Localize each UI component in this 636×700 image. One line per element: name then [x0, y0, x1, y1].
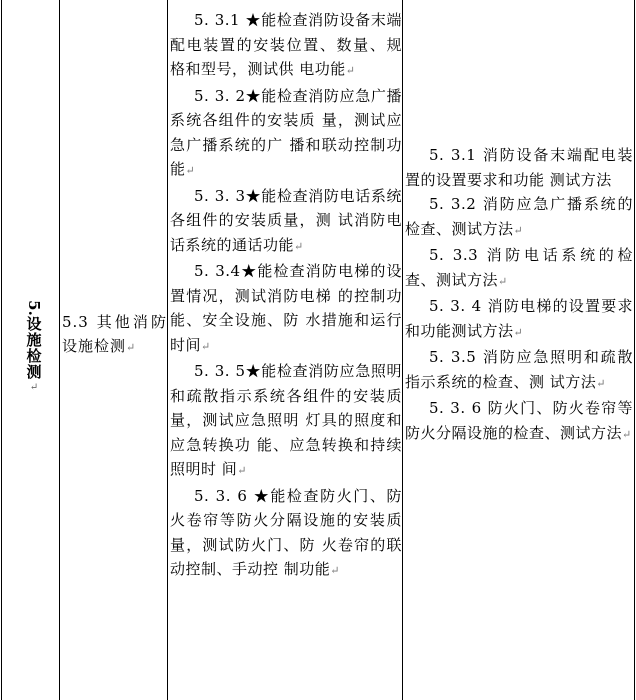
ability-item: 5. 3. 3★能检查消防电话系统各组件的安装质量，测 试消防电话系统的通话功能↵ [170, 186, 402, 254]
table-divider-2 [167, 0, 168, 700]
knowledge-item: 5. 3. 4 消防电梯的设置要求和功能测试方法↵ [405, 297, 633, 340]
category-label: 5. 设 施 检 测 ↵ [24, 300, 43, 393]
ability-item: 5. 3.4★能检查消防电梯的设置情况，测试消防电梯 的控制功能、安全设施、防 水措施和运行时间↵ [170, 262, 402, 354]
knowledge-item: 5. 3.2 消防应急广播系统的检查、测试方法↵ [405, 195, 633, 238]
ability-requirements-cell [169, 0, 402, 700]
knowledge-item: 5. 3.5 消防应急照明和疏散指示系统的检查、测 试方法↵ [405, 348, 633, 391]
category-cell [2, 0, 59, 700]
category-char: 测 [26, 363, 42, 381]
knowledge-item: 5. 3.3 消防电话系统的检查、测试方法↵ [405, 246, 633, 289]
ability-item: 5. 3.1 ★能检查消防设备末端配电装置的安装位置、数量、规格和型号，测试供 电功能↵ [170, 11, 402, 78]
ability-item: 5. 3. 5★能检查消防应急照明和疏散指示系统各组件的安装质量，测试应急照明 灯具的照度和应急转换功 能、应急转换和持续照明时 间↵ [170, 362, 402, 478]
table-divider-3 [402, 0, 403, 700]
knowledge-item: 5. 3. 6 防火门、防火卷帘等防火分隔设施的检查、测试方法↵ [405, 399, 633, 442]
knowledge-item: 5. 3.1 消防设备末端配电装置的设置要求和功能 测试方法 [405, 146, 633, 189]
ability-item: 5. 3. 6 ★能检查防火门、防火卷帘等防火分隔设施的安装质量，测试防火门、防 火卷帘的联动控制、手动控 制功能↵ [170, 486, 402, 578]
subcategory-cell [60, 0, 167, 700]
category-char: 设 [26, 315, 42, 333]
related-knowledge-cell [404, 0, 634, 700]
ability-item: 5. 3. 2★能检查消防应急广播系统各组件的安装质 量，测试应急广播系统的广 播和联动控制功能↵ [170, 86, 402, 178]
table-border-right [634, 0, 635, 700]
subcategory-label: 5.3 其他消防设施检测↵ [62, 313, 167, 355]
category-char: 施 [26, 331, 42, 349]
category-char: 检 [26, 347, 42, 365]
